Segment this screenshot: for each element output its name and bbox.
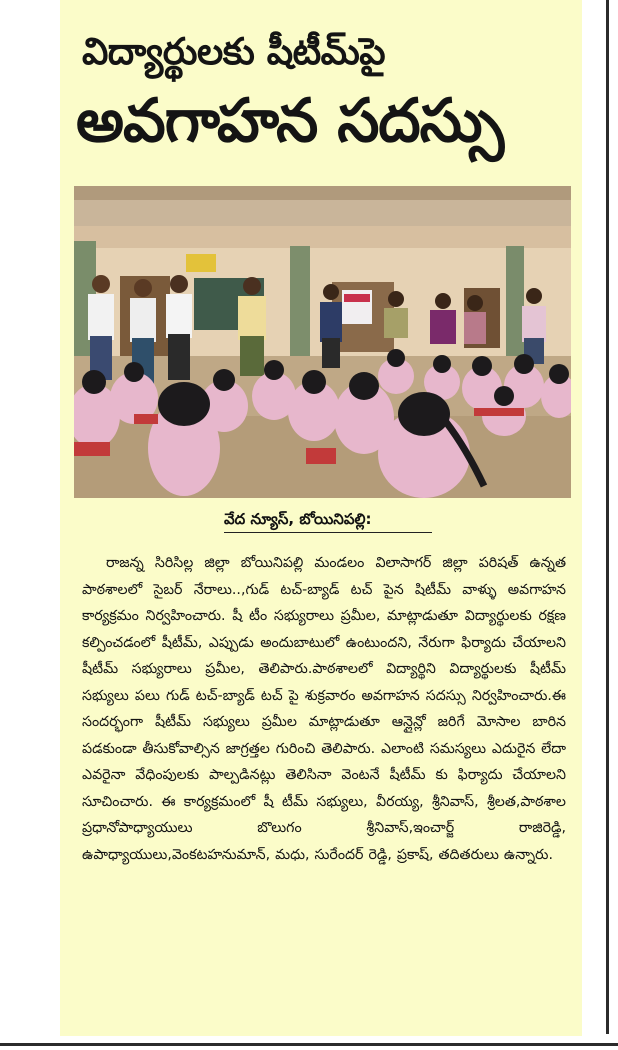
- byline: వేద న్యూస్, బోయినిపల్లి:: [224, 510, 372, 528]
- headline-line-2: అవగాహన సదస్సు: [76, 86, 504, 156]
- bottom-divider: [0, 1043, 618, 1046]
- byline-underline: [224, 532, 432, 533]
- headline-line-1: విద్యార్థులకు షీటీమ్‌పై: [82, 30, 386, 73]
- column-divider: [606, 0, 609, 1034]
- article-body: రాజన్న సిరిసిల్ల జిల్లా బోయినిపల్లి మండలం విలాసాగర్ జిల్లా పరిషత్ ఉన్నత పాఠశాలలో సైబర్ నేరాలు..,గుడ్ టచ్-బ్యాడ్ టచ్ పైన షిటీమ్ వాళ్ళు అవగాహన కార్యక్రమం నిర్వహించారు. షీ టీం సభ్యురాలు ప్రమీల, మాట్లాడుతూ విద్యార్థులకు రక్షణ కల్పించడంలో షీటీమ్, ఎప్పుడు అందుబాటులో ఉంటుందని, నేరుగా ఫిర్యాదు చేయాలని షీటీమ్ సభ్యురాలు ప్రమీల, తెలిపారు.పాఠశాలలో విద్యార్థిని విద్యార్థులకు షీటీమ్ సభ్యులు పలు గుడ్ టచ్-బ్యాడ్ టచ్ పై శుక్రవారం అవగాహన సదస్సు నిర్వహించారు.ఈ సందర్భంగా షీటీమ్ సభ్యులు ప్రమీల మాట్లాడుతూ ఆన్లైన్లో జరిగే మోసాల బారిన పడకుండా తీసుకోవాల్సిన జాగ్రత్తల గురించి తెలిపారు. ఎలాంటి సమస్యలు ఎదురైన లేదా ఎవరైనా వేధింపులకు పాల్పడినట్లు తెలిసినా వెంటనే షీటీమ్ కు ఫిర్యాదు చేయాలని సూచించారు. ఈ కార్యక్రమంలో షీ టీమ్ సభ్యులు, వీరయ్య, శ్రీనివాస్, శ్రీలత,పాఠశాల ప్రధానోపాధ్యాయులు బొలుగం శ్రీనివాస్,ఇంచార్జ్ రాజిరెడ్డి, ఉపాధ్యాయులు,వెంకటహనుమాన్, మధు, సురేందర్ రెడ్డి, ప్రకాష్, తదితరులు ఉన్నారు.: [82, 555, 566, 863]
- classroom-photo: [74, 186, 571, 498]
